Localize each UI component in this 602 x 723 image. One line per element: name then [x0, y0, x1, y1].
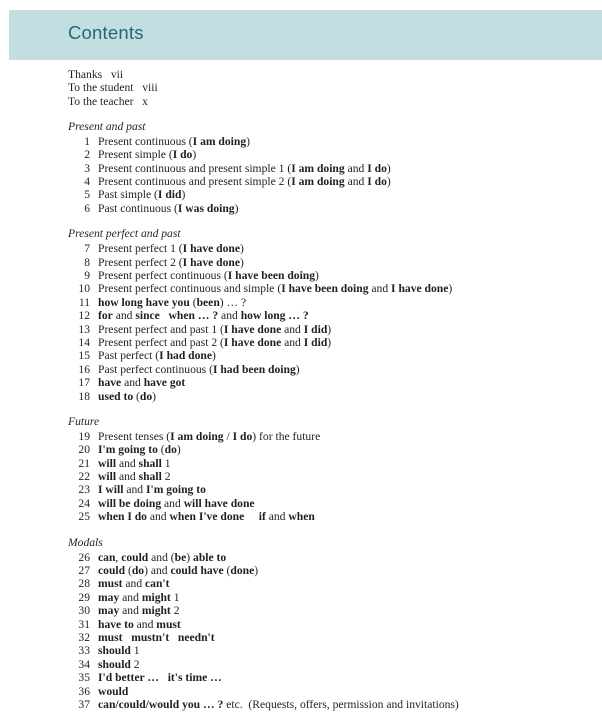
unit-number: 3 [84, 161, 90, 175]
contents-entry[interactable] [68, 162, 568, 175]
contents-entry[interactable] [68, 644, 568, 657]
unit-title: I will and I'm going to [98, 483, 206, 497]
unit-title: I'd better … it's time … [98, 671, 222, 685]
section-title: Modals [68, 535, 103, 549]
unit-number: 6 [84, 201, 90, 215]
unit-title: must and can't [98, 577, 170, 591]
unit-number: 32 [78, 631, 90, 644]
unit-number: 20 [78, 443, 90, 457]
unit-title: for and since when … ? and how long … ? [98, 309, 309, 323]
contents-section [68, 415, 568, 524]
unit-title: Past perfect (I had done) [98, 349, 216, 363]
unit-number: 7 [84, 242, 90, 256]
contents-entry[interactable] [68, 376, 568, 389]
unit-number: 36 [78, 684, 90, 698]
unit-number: 34 [78, 657, 90, 671]
unit-number: 4 [84, 175, 90, 189]
unit-number: 11 [78, 295, 90, 309]
contents-entry[interactable] [68, 604, 568, 617]
unit-title: when I do and when I've done if and when [98, 510, 315, 524]
unit-title: Present continuous and present simple 2 (I am doing and I do) [98, 175, 391, 189]
unit-title: I'm going to (do) [98, 443, 181, 457]
contents-entry[interactable] [68, 430, 568, 443]
unit-title: will and shall 1 [98, 456, 171, 470]
unit-title: Present perfect 2 (I have done) [98, 255, 244, 269]
contents-entry[interactable] [68, 256, 568, 269]
unit-title: Present perfect continuous and simple (I have been doing and I have done) [98, 282, 453, 296]
contents-entry[interactable] [68, 685, 568, 698]
contents-section [68, 120, 568, 215]
unit-number: 19 [78, 429, 90, 443]
front-matter-entry[interactable]: To the teacher x [68, 94, 148, 108]
section-title: Present perfect and past [68, 227, 181, 241]
unit-number: 15 [78, 349, 90, 363]
unit-number: 5 [84, 188, 90, 202]
unit-number: 18 [78, 389, 90, 403]
contents-entry[interactable] [68, 671, 568, 684]
unit-number: 33 [78, 644, 90, 658]
unit-title: will be doing and will have done [98, 496, 255, 510]
unit-number: 37 [78, 697, 90, 711]
unit-title: could (do) and could have (done) [98, 564, 259, 578]
contents-entry[interactable] [68, 349, 568, 362]
contents-entry[interactable] [68, 443, 568, 456]
unit-number: 29 [78, 590, 90, 604]
page-left-margin [0, 0, 9, 720]
unit-title: how long have you (been) … ? [98, 295, 247, 309]
front-matter-list [68, 68, 568, 108]
contents-body [68, 68, 568, 723]
unit-number: 30 [78, 604, 90, 618]
contents-entry[interactable] [68, 282, 568, 295]
contents-entry[interactable] [68, 175, 568, 188]
contents-entry[interactable] [68, 497, 568, 510]
unit-title: should 2 [98, 657, 140, 671]
unit-number: 1 [84, 134, 90, 148]
contents-entry[interactable] [68, 323, 568, 336]
contents-section [68, 227, 568, 403]
unit-number: 17 [78, 376, 90, 390]
contents-entry[interactable] [68, 269, 568, 282]
contents-entry[interactable] [68, 510, 568, 523]
contents-entry[interactable] [68, 390, 568, 403]
contents-entry[interactable] [68, 148, 568, 161]
unit-title: must mustn't needn't [98, 631, 215, 644]
contents-entry[interactable] [68, 363, 568, 376]
contents-entry[interactable] [68, 470, 568, 483]
unit-number: 8 [84, 255, 90, 269]
unit-title: Present simple (I do) [98, 148, 197, 162]
unit-title: may and might 1 [98, 590, 180, 604]
unit-title: used to (do) [98, 389, 157, 403]
contents-entry[interactable] [68, 296, 568, 309]
unit-number: 25 [78, 510, 90, 524]
unit-title: have and have got [98, 376, 186, 390]
front-matter-entry[interactable]: Thanks vii [68, 68, 124, 81]
section-title: Future [68, 414, 100, 428]
unit-title: would [98, 684, 129, 698]
unit-title: Present tenses (I am doing / I do) for the future [98, 429, 321, 443]
unit-number: 23 [78, 483, 90, 497]
unit-title: should 1 [98, 644, 140, 658]
contents-entry[interactable] [68, 188, 568, 201]
unit-number: 31 [78, 617, 90, 631]
unit-title: can, could and (be) able to [98, 550, 227, 564]
page-title: Contents [68, 22, 144, 43]
sections-container [68, 120, 568, 711]
unit-title: have to and must [98, 617, 181, 631]
contents-entry[interactable] [68, 135, 568, 148]
unit-number: 24 [78, 496, 90, 510]
contents-entry[interactable] [68, 658, 568, 671]
section-title: Present and past [68, 119, 146, 133]
contents-entry[interactable] [68, 591, 568, 604]
unit-number: 22 [78, 470, 90, 484]
unit-title: will and shall 2 [98, 470, 171, 484]
unit-number: 14 [78, 335, 90, 349]
unit-number: 9 [84, 269, 90, 283]
unit-number: 27 [78, 564, 90, 578]
contents-entry[interactable] [68, 564, 568, 577]
unit-title: Present perfect continuous (I have been doing) [98, 269, 319, 283]
unit-number: 26 [78, 550, 90, 564]
contents-entry[interactable] [68, 631, 568, 644]
unit-number: 21 [78, 456, 90, 470]
unit-number: 16 [78, 362, 90, 376]
unit-number: 12 [78, 309, 90, 323]
unit-number: 2 [84, 148, 90, 162]
unit-title: Present perfect 1 (I have done) [98, 242, 244, 256]
contents-entry[interactable] [68, 618, 568, 631]
contents-section [68, 536, 568, 712]
unit-title: may and might 2 [98, 604, 180, 618]
contents-entry[interactable] [68, 457, 568, 470]
unit-title: Past simple (I did) [98, 188, 186, 202]
unit-title: Present continuous and present simple 1 (I am doing and I do) [98, 161, 391, 175]
contents-entry[interactable] [68, 698, 568, 711]
unit-title: Past continuous (I was doing) [98, 201, 239, 215]
contents-entry[interactable] [68, 483, 568, 496]
unit-number: 13 [78, 322, 90, 336]
unit-title: Present continuous (I am doing) [98, 134, 251, 148]
contents-entry[interactable] [68, 202, 568, 215]
contents-entry[interactable] [68, 336, 568, 349]
contents-entry[interactable] [68, 309, 568, 322]
unit-number: 35 [78, 671, 90, 685]
unit-title: Present perfect and past 1 (I have done and I did) [98, 322, 332, 336]
unit-number: 10 [78, 282, 90, 296]
unit-number: 28 [78, 577, 90, 591]
contents-entry[interactable] [68, 577, 568, 590]
front-matter-entry[interactable]: To the student viii [68, 81, 158, 95]
unit-title: Past perfect continuous (I had been doing) [98, 362, 300, 376]
contents-entry[interactable] [68, 242, 568, 255]
unit-title: Present perfect and past 2 (I have done and I did) [98, 335, 332, 349]
contents-entry[interactable] [68, 551, 568, 564]
unit-title: can/could/would you … ? etc. (Requests, offers, permission and invitations) [98, 697, 459, 711]
